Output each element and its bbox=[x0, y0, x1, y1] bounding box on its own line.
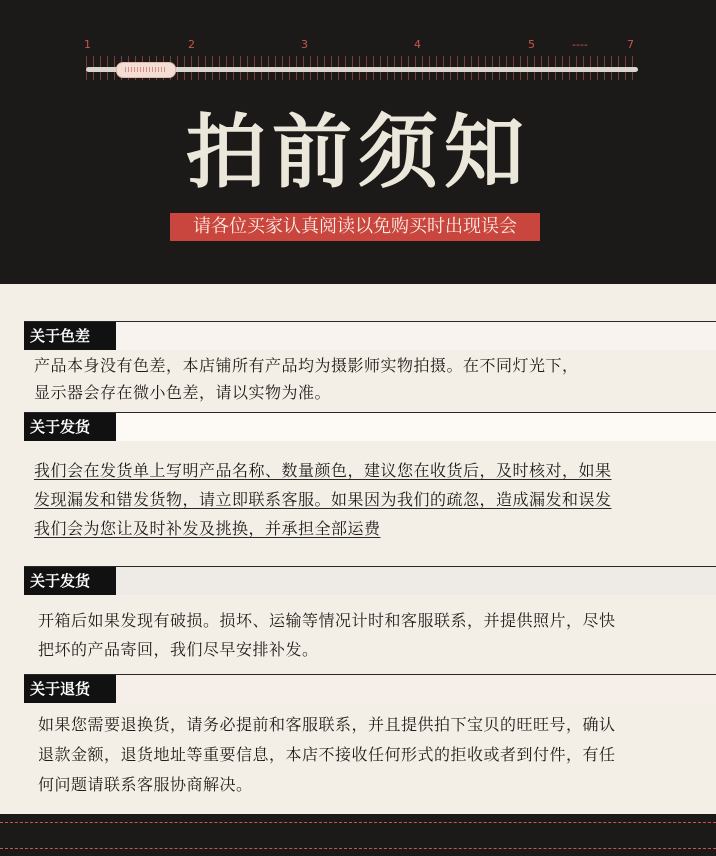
section-tag: 关于色差 bbox=[24, 322, 116, 350]
body-line: 如果您需要退换货，请务必提前和客服联系，并且提供拍下宝贝的旺旺号，确认 bbox=[38, 715, 616, 734]
header-banner bbox=[0, 0, 716, 284]
section-header-returns bbox=[24, 674, 716, 703]
ruler-number: 4 bbox=[414, 38, 421, 51]
body-line: 把坏的产品寄回，我们尽早安排补发。 bbox=[38, 640, 319, 659]
body-line: 退款金额，退货地址等重要信息，本店不接收任何形式的拒收或者到付件，有任 bbox=[38, 745, 616, 764]
subtitle-banner: 请各位买家认真阅读以免购买时出现误会 bbox=[170, 213, 540, 241]
page-title: 拍前须知 bbox=[186, 106, 530, 199]
footer-dash-top bbox=[0, 822, 716, 823]
section-body-returns bbox=[38, 710, 616, 800]
ruler-number: 3 bbox=[301, 38, 308, 51]
body-line: 发现漏发和错发货物，请立即联系客服。如果因为我们的疏忽，造成漏发和误发 bbox=[34, 490, 612, 509]
body-line: 开箱后如果发现有破损。损坏、运输等情况计时和客服联系，并提供照片，尽快 bbox=[38, 611, 616, 630]
section-body-color bbox=[34, 352, 579, 406]
body-line: 显示器会存在微小色差，请以实物为准。 bbox=[34, 383, 332, 402]
ruler-handle bbox=[116, 62, 176, 78]
ruler-number: ---- bbox=[572, 38, 588, 51]
body-line: 产品本身没有色差，本店铺所有产品均为摄影师实物拍摄。在不同灯光下， bbox=[34, 356, 579, 375]
section-body-damage bbox=[38, 606, 616, 664]
ruler-number: 5 bbox=[528, 38, 535, 51]
ruler-number: 2 bbox=[188, 38, 195, 51]
body-line: 我们会在发货单上写明产品名称、数量颜色，建议您在收货后，及时核对，如果 bbox=[34, 461, 612, 480]
section-tag: 关于发货 bbox=[24, 413, 116, 441]
section-tag: 关于发货 bbox=[24, 567, 116, 595]
section-header-damage bbox=[24, 566, 716, 595]
footer-dash-bottom bbox=[0, 848, 716, 849]
body-line: 我们会为您让及时补发及挑换，并承担全部运费 bbox=[34, 519, 381, 538]
section-tag: 关于退货 bbox=[24, 675, 116, 703]
footer-band bbox=[0, 814, 716, 856]
ruler-number: 7 bbox=[627, 38, 634, 51]
section-header-shipping bbox=[24, 412, 716, 441]
ruler-number: 1 bbox=[84, 38, 91, 51]
body-line: 何问题请联系客服协商解决。 bbox=[38, 775, 253, 794]
section-header-color bbox=[24, 321, 716, 350]
section-body-shipping bbox=[34, 456, 612, 543]
